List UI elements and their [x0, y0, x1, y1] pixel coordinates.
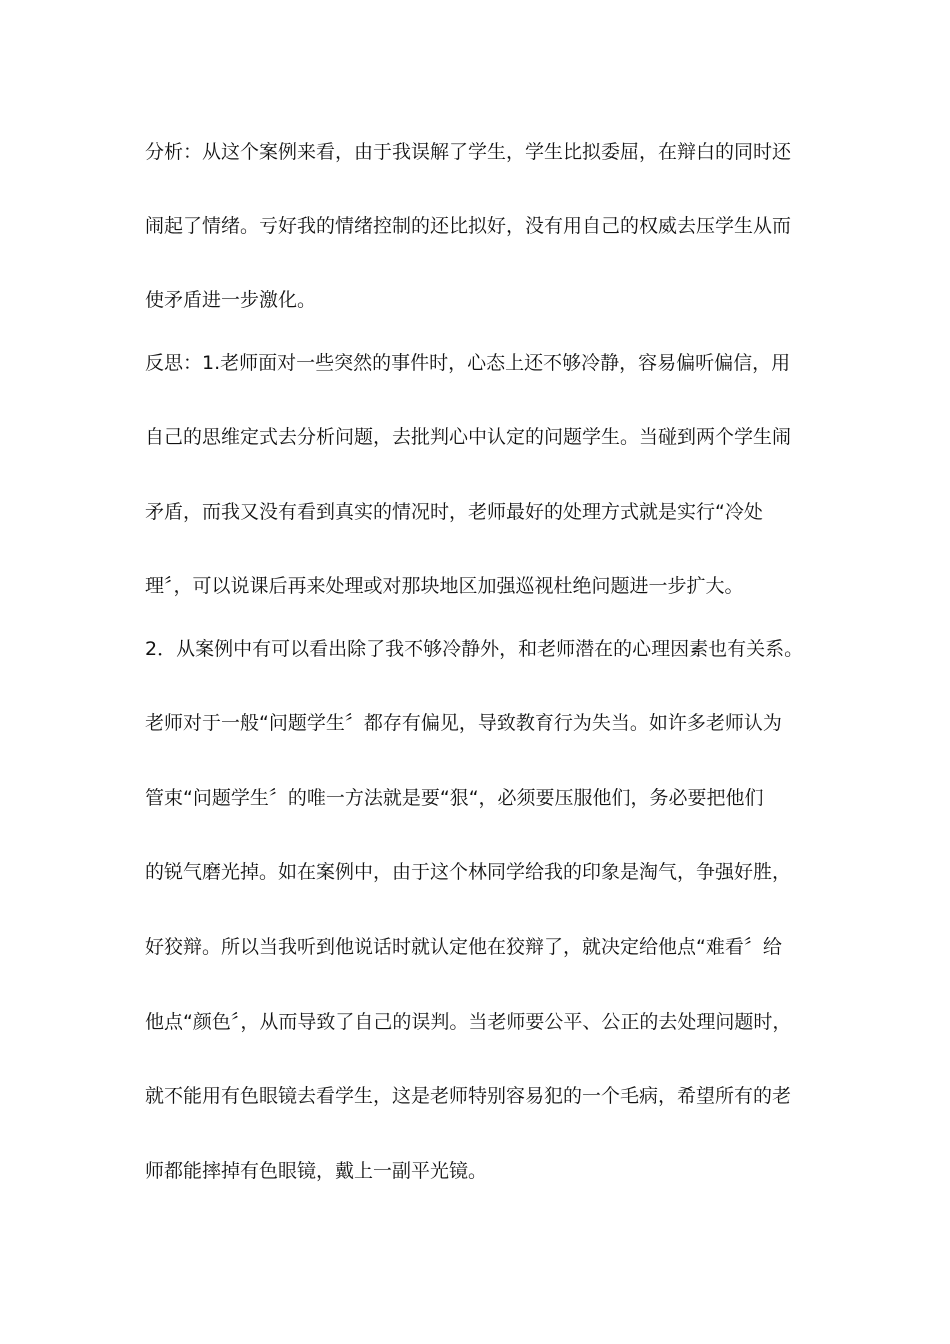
text-line: 自己的思维定式去分析问题，去批判心中认定的问题学生。当碰到两个学生闹 [145, 426, 792, 448]
text-line: 闹起了情绪。亏好我的情绪控制的还比拟好，没有用自己的权威去压学生从而 [145, 215, 792, 237]
text-line: 老师对于一般“问题学生〞都存有偏见，导致教育行为失当。如许多老师认为 [145, 712, 782, 734]
text-line: 反思：1.老师面对一些突然的事件时，心态上还不够冷静，容易偏听偏信，用 [145, 352, 791, 374]
text-line: 使矛盾进一步激化。 [145, 289, 317, 311]
text-line: 师都能摔掉有色眼镜，戴上一副平光镜。 [145, 1160, 488, 1182]
text-line: 就不能用有色眼镜去看学生，这是老师特别容易犯的一个毛病，希望所有的老 [145, 1085, 792, 1107]
text-line: 管束“问题学生〞的唯一方法就是要“狠“，必须要压服他们，务必要把他们 [145, 787, 764, 809]
text-line: 2．从案例中有可以看出除了我不够冷静外，和老师潜在的心理因素也有关系。 [145, 638, 804, 660]
text-line: 分析：从这个案例来看，由于我误解了学生，学生比拟委屈，在辩白的同时还 [145, 141, 792, 163]
text-line: 矛盾，而我又没有看到真实的情况时，老师最好的处理方式就是实行“冷处 [145, 501, 763, 523]
text-line: 好狡辩。所以当我听到他说话时就认定他在狡辩了，就决定给他点“难看〞给 [145, 936, 782, 958]
text-line: 他点“颜色〞，从而导致了自己的误判。当老师要公平、公正的去处理问题时， [145, 1011, 792, 1033]
text-line: 的锐气磨光掉。如在案例中，由于这个林同学给我的印象是淘气，争强好胜， [145, 861, 792, 883]
text-line: 理〞，可以说课后再来处理或对那块地区加强巡视杜绝问题进一步扩大。 [145, 575, 744, 597]
